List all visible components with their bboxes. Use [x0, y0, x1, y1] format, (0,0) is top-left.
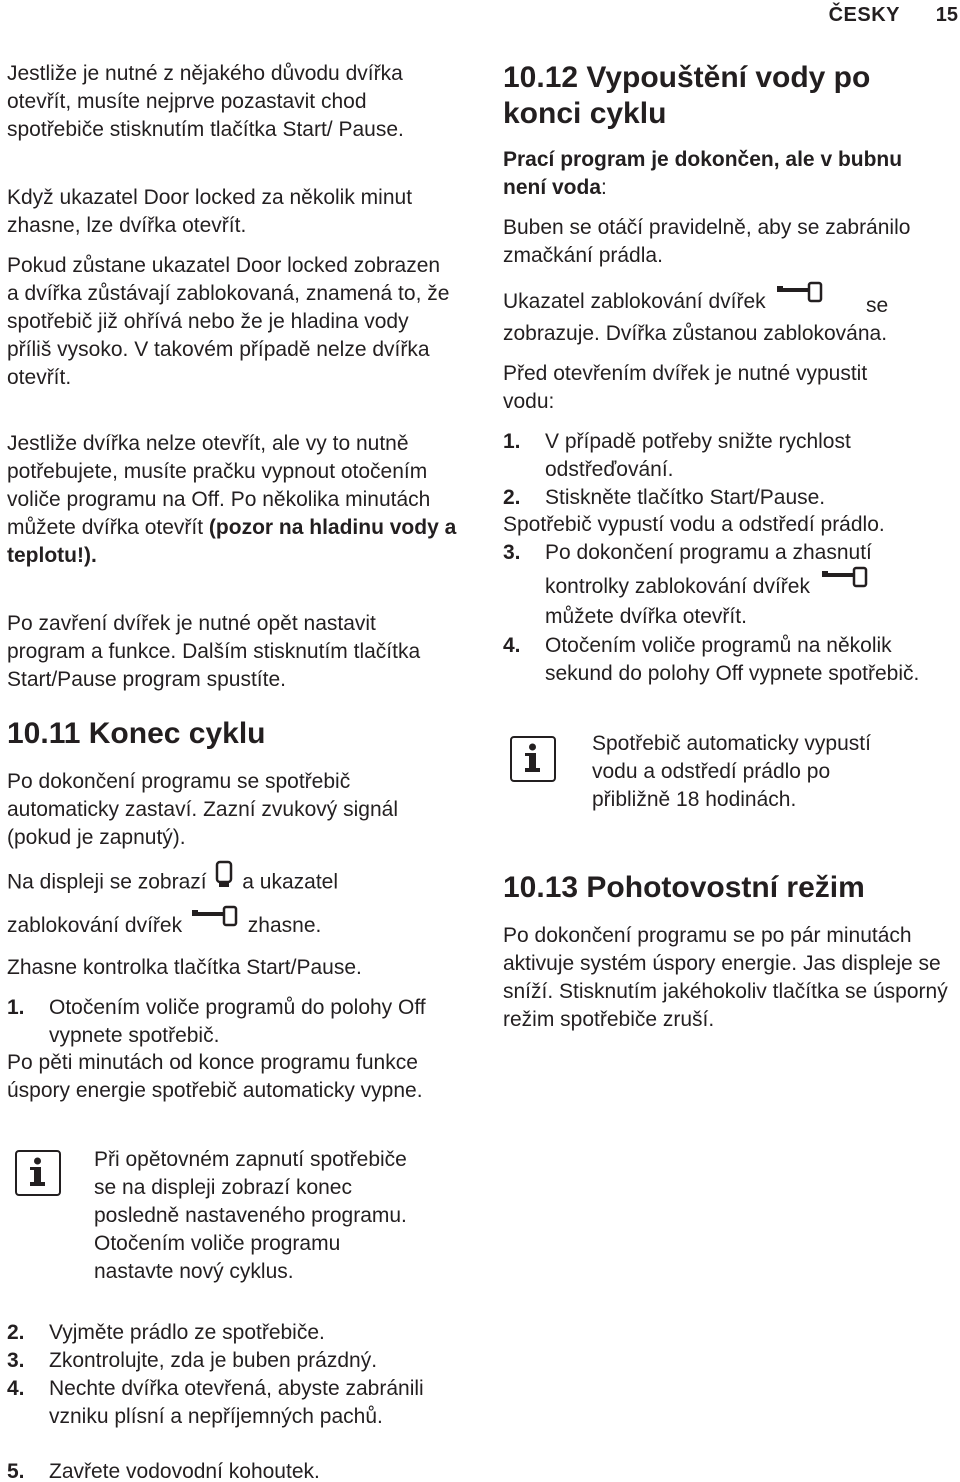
- right-step-3: [503, 539, 958, 631]
- right-step-1: [503, 428, 958, 484]
- info-note-auto-drain: Spotřebič automaticky vypustí vodu a odstředí prádlo po přibližně 18 hodinách.: [592, 732, 871, 811]
- info-icon: [15, 1150, 61, 1196]
- right-step-3-text-b: kontrolky zablokování dvířek: [545, 575, 810, 598]
- step-3: [7, 1347, 477, 1375]
- paragraph-standby: Po dokončení programu se po pár minutách aktivuje systém úspory energie. Jas displeje se sníží. Stisknutím jakéhokoliv tlačítka se úsporný režim spotřebiče zruší.: [503, 924, 948, 1031]
- right-step-4-number: 4.: [503, 634, 521, 657]
- paragraph-door-locked-off: Když ukazatel Door locked za několik minut zhasne, lze dvířka otevřít.: [7, 186, 413, 237]
- lock-indicator-text-a: Ukazatel zablokování dvířek: [503, 290, 766, 313]
- paragraph-door-locked-stays: Pokud zůstane ukazatel Door locked zobrazen a dvířka zůstávají zablokovaná, znamená to, že spotřebič již ohřívá nebo že je hladina vody příliš vysoko. V takovém případě nelze dvířka otevřít.: [7, 254, 450, 389]
- heading-10-13: 10.13 Pohotovostní režim: [503, 871, 865, 904]
- heading-10-12: 10.12 Vypouštění vody po konci cyklu: [503, 61, 871, 130]
- door-lock-key-icon: [190, 904, 240, 938]
- subheading-no-water-text: Prací program je dokončen, ale v bubnu není voda: [503, 148, 903, 199]
- paragraph-lock-indicator-line2: se zobrazuje. Dvířka zůstanou zablokována.: [503, 294, 889, 345]
- emergency-open-text: Jestliže dvířka nelze otevřít, ale vy to nutně potřebujete, musíte pračku vypnout otočením voliče programu na Off. Po několika minutách můžete dvířka otevřít: [7, 432, 431, 539]
- paragraph-display-line2: [7, 912, 467, 948]
- display-text-c: zablokování dvířek: [7, 914, 183, 937]
- right-step-3-number: 3.: [503, 541, 521, 564]
- page-number: 15: [935, 4, 958, 26]
- info-note-restart: Při opětovném zapnutí spotřebiče se na displeji zobrazí konec posledně nastaveného programu. Otočením voliče programu nastavte nový cyklus.: [94, 1148, 407, 1283]
- step-5-number: 5.: [7, 1460, 25, 1482]
- language-label: ČESKY: [828, 4, 900, 26]
- step-1: [7, 994, 467, 1050]
- right-step-2-number: 2.: [503, 486, 521, 509]
- info-icon: [510, 736, 556, 782]
- right-step-3-text-a: Po dokončení programu a zhasnutí: [545, 541, 872, 564]
- right-step-1-number: 1.: [503, 430, 521, 453]
- step-4-number: 4.: [7, 1377, 25, 1400]
- step-2-number: 2.: [7, 1321, 25, 1344]
- paragraph-drain-before-open: Před otevřením dvířek je nutné vypustit vodu:: [503, 362, 868, 413]
- paragraph-drum-rotates: Buben se otáčí pravidelně, aby se zabránilo zmačkání prádla.: [503, 216, 911, 267]
- step-3-number: 3.: [7, 1349, 25, 1372]
- right-step-4: [503, 632, 958, 716]
- page-header: [0, 4, 960, 28]
- right-step-4-text: Otočením voliče programů na několik sekund do polohy Off vypnete spotřebič.: [545, 634, 920, 685]
- right-step-3-text-c: můžete dvířka otevřít.: [545, 605, 747, 628]
- paragraph-display-line1: [7, 868, 467, 908]
- display-end-icon: [214, 860, 234, 898]
- right-step-2-text: Stiskněte tlačítko Start/Pause.: [545, 486, 826, 509]
- paragraph-drain-spin: Spotřebič vypustí vodu a odstředí prádlo.: [503, 513, 885, 536]
- subheading-no-water: [503, 146, 923, 202]
- paragraph-start-pause-off: Zhasne kontrolka tlačítka Start/Pause.: [7, 956, 362, 979]
- right-step-1-text: V případě potřeby snižte rychlost odstřeďování.: [545, 430, 851, 481]
- emergency-open-warning: (pozor na hladinu vody a teplotu!).: [7, 516, 457, 567]
- step-4-text: Nechte dvířka otevřená, abyste zabránili vzniku plísní a nepříjemných pachů.: [49, 1377, 424, 1428]
- right-step-2: [503, 484, 958, 512]
- display-text-d: zhasne.: [247, 914, 322, 937]
- step-1-number: 1.: [7, 996, 25, 1019]
- paragraph-pause-first: Jestliže je nutné z nějakého důvodu dvířka otevřít, musíte nejprve pozastavit chod spotřebiče stisknutím tlačítka Start/ Pause.: [7, 62, 404, 141]
- paragraph-cycle-end: Po dokončení programu se spotřebič automaticky zastaví. Zazní zvukový signál (pokud je zapnutý).: [7, 770, 398, 849]
- door-lock-key-icon: [820, 565, 870, 599]
- display-text-a: Na displeji se zobrazí: [7, 870, 207, 894]
- paragraph-auto-off: Po pěti minutách od konce programu funkce úspory energie spotřebič automaticky vypne.: [7, 1051, 423, 1102]
- subheading-colon: :: [601, 176, 607, 199]
- step-2: [7, 1319, 477, 1347]
- step-5: [7, 1458, 477, 1482]
- step-1-text: Otočením voliče programů do polohy Off vypnete spotřebič.: [49, 996, 426, 1047]
- step-5-text: Zavřete vodovodní kohoutek.: [49, 1460, 320, 1482]
- paragraph-restart-program: Po zavření dvířek je nutné opět nastavit program a funkce. Dalším stisknutím tlačítka Start/Pause program spustíte.: [7, 612, 421, 691]
- right-step-3-line2: [545, 573, 955, 607]
- display-text-b: a ukazatel: [242, 870, 339, 894]
- step-3-text: Zkontrolujte, zda je buben prázdný.: [49, 1349, 378, 1372]
- heading-10-11: 10.11 Konec cyklu: [7, 717, 266, 750]
- step-2-text: Vyjměte prádlo ze spotřebiče.: [49, 1321, 325, 1344]
- paragraph-emergency-open: [7, 430, 462, 570]
- step-4: [7, 1375, 477, 1459]
